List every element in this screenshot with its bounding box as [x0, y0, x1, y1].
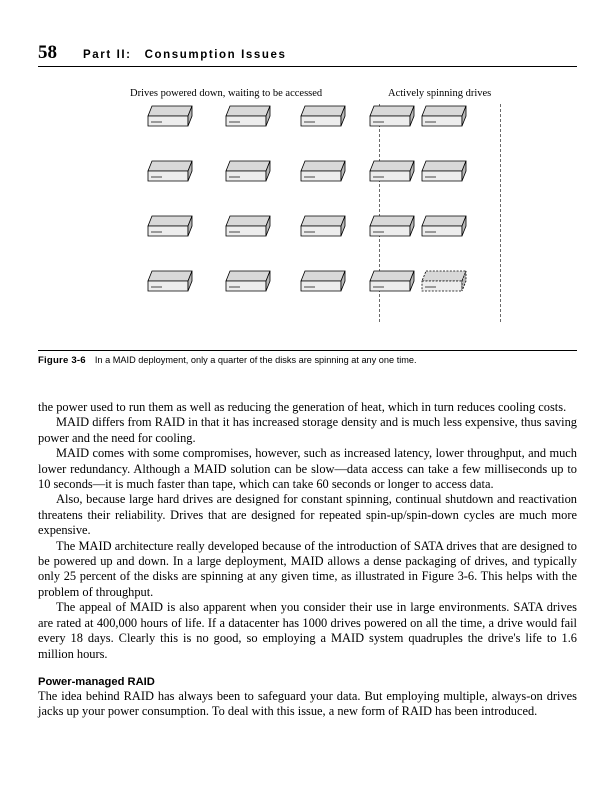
drive-icon	[295, 269, 351, 299]
drive-icon	[295, 214, 351, 244]
section-subhead: Power-managed RAID	[38, 675, 155, 688]
drive-icon-spinning	[416, 159, 472, 189]
drive-icon	[295, 104, 351, 134]
caption-rule	[38, 350, 577, 351]
drive-icon	[220, 214, 276, 244]
part-label: Part II:	[83, 49, 132, 61]
drive-icon	[364, 104, 420, 134]
drive-icon-highlighted	[416, 269, 472, 299]
page-number: 58	[38, 42, 57, 63]
drive-row	[38, 214, 577, 269]
drive-icon	[142, 159, 198, 189]
paragraph: Also, because large hard drives are designed for constant spinning, continual shutdown and reactivation threatens their reliability. Drives that are designed for repeated spin-up/spin-down cycles are much more expensive.	[38, 492, 577, 538]
paragraph: The appeal of MAID is also apparent when you consider their use in large environments. SATA drives are rated at 400,000 hours of life. If a datacenter has 1000 drives powered on all the time, a drive would fail every 18 days. Clearly this is no good, so employing a MAID system quadruples the drive's life to 1.6 million hours.	[38, 600, 577, 661]
figure-caption	[38, 354, 577, 367]
drive-icon	[142, 104, 198, 134]
chapter-title: Consumption Issues	[144, 49, 287, 61]
figure-3-6	[38, 82, 577, 347]
drive-grid	[38, 104, 577, 324]
figure-caption-text: In a MAID deployment, only a quarter of the disks are spinning at any one time.	[94, 355, 417, 365]
paragraph: The idea behind RAID has always been to safeguard your data. But employing multiple, always-on drives jacks up your power consumption. To deal with this issue, a new form of RAID has been introduced.	[38, 688, 577, 719]
figure-number: Figure 3-6	[38, 355, 86, 366]
drive-icon	[220, 159, 276, 189]
figure-label-powered-down: Drives powered down, waiting to be accessed	[130, 88, 323, 99]
header-rule	[38, 66, 577, 67]
drive-icon	[364, 214, 420, 244]
paragraph: The MAID architecture really developed because of the introduction of SATA drives that are designed to be powered up and down. In a large deployment, MAID allows a dense packaging of drives, and typically only 25 percent of the disks are spinning at any given time, as illustrated in Figure 3-6. This helps with the problem of throughput.	[38, 538, 577, 599]
paragraph: MAID comes with some compromises, however, such as increased latency, lower throughput, and much lower redundancy. Although a MAID solution can be slow—data access can take a few milliseconds up to 10 seconds—it is much faster than tape, which can take 60 seconds or longer to access data.	[38, 446, 577, 492]
drive-row	[38, 269, 577, 324]
running-head	[38, 42, 578, 64]
drive-icon-spinning	[416, 214, 472, 244]
drive-icon	[220, 269, 276, 299]
drive-icon-spinning	[416, 104, 472, 134]
drive-icon	[142, 214, 198, 244]
paragraph: MAID differs from RAID in that it has increased storage density and is much less expensive, thus saving power and the need for cooling.	[38, 415, 577, 445]
drive-icon	[364, 269, 420, 299]
paragraph: the power used to run them as well as reducing the generation of heat, which in turn reduces cooling costs.	[38, 400, 567, 414]
drive-icon	[364, 159, 420, 189]
drive-icon	[220, 104, 276, 134]
figure-label-spinning: Actively spinning drives	[388, 88, 492, 99]
drive-icon	[295, 159, 351, 189]
drive-icon	[142, 269, 198, 299]
drive-row	[38, 104, 577, 159]
drive-row	[38, 159, 577, 214]
body-text	[38, 400, 577, 720]
